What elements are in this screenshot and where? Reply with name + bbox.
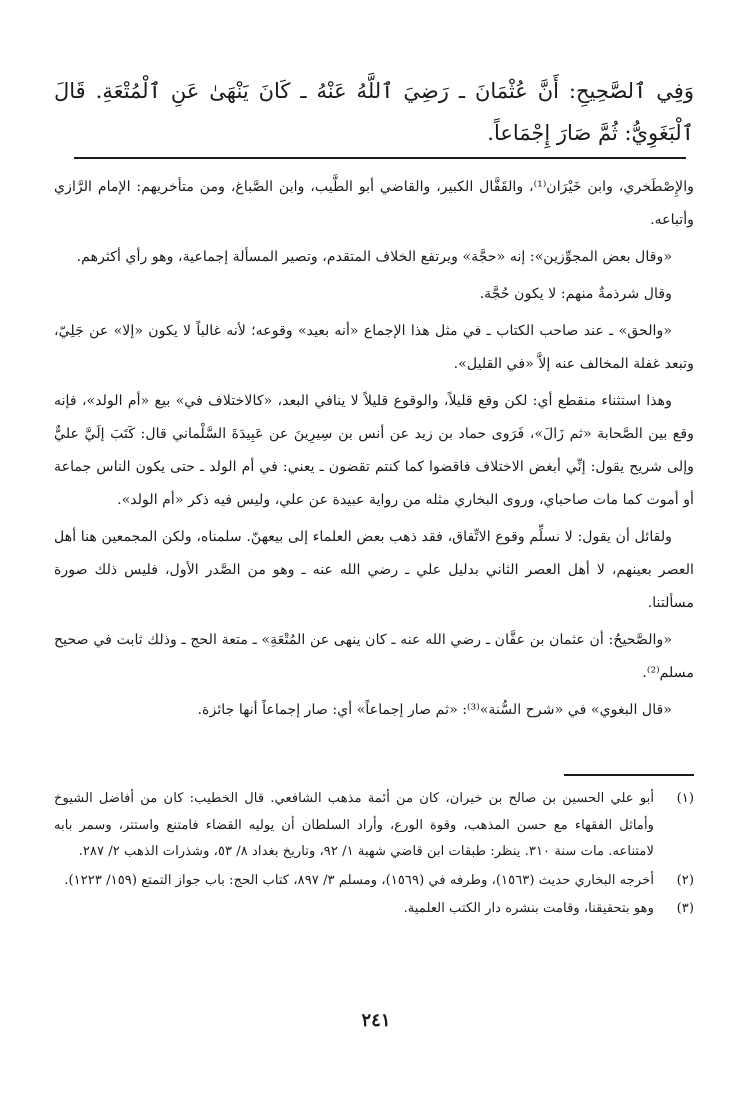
commentary-paragraph: ولقائل أن يقول: لا نسلِّم وقوع الاتِّفاق، فقد ذهب بعض العلماء إلى بيعهنّ. سلمناه، ولكن المجمعين هنا أهل العصر بعينهم، لا أهل العصر الثاني بدليل علي ـ رضي الله عنه ـ وهو من الصَّدر الأول، فليس ذلك صورة مسألتنا. — [54, 529, 694, 611]
footnote-number: (٢) — [676, 872, 694, 888]
commentary-paragraph: والإِصْطَخري، وابن خَيْرَان⁽¹⁾، والقَفَّال الكبير، والقاضي أبو الطَّيب، وابن الصَّباغ، ومن متأخريهم: الإمام الرَّازي وأتباعه. — [54, 179, 694, 228]
commentary-paragraph: وهذا استثناء منقطع أي: لكن وقع قليلاً، والوقوع قليلاً لا ينافي البعد، «كالاختلاف في» بيع «أم الولد»، فإنه وقع بين الصَّحابة «ثم زَالَ»، فَرَوى حماد بن زيد عن أنس بن سِيرِينَ عن عَبِيدَةَ السَّلْماني قال: كَتَبَ إلَيَّ عليٌّ وإلى شريح يقول: إنِّي أبغض الاختلاف فاقضوا كما كنتم تقضون ـ يعني: في أم الولد ـ حتى يكون الناس جماعة أو أموت كما مات صاحباي، وروى البخاري مثله من رواية عبيدة عن علي، وليس فيه ذكر «أم الولد». — [54, 393, 694, 508]
commentary-paragraph: «وقال بعض المجوِّزين»: إنه «حجَّة» ويرتفع الخلاف المتقدم، وتصير المسألة إجماعية، وهو رأي أكثرهم. — [76, 249, 672, 265]
commentary — [54, 171, 694, 727]
footnote-text: وهو بتحقيقنا، وقامت بنشره دار الكتب العلمية. — [403, 901, 654, 916]
commentary-paragraph: «قال البغوي» في «شرح السُّنة»⁽³⁾: «ثم صار إجماعاً» أي: صار إجماعاً أنها جائزة. — [197, 702, 672, 718]
footnote — [54, 786, 694, 866]
commentary-paragraph: «والحق» ـ عند صاحب الكتاب ـ في مثل هذا الإجماع «أنه بعيد» وقوعه؛ لأنه غالباً لا يكون «إلا» عن جَلِيّ، وتبعد غفلة المخالف عنه إلاَّ «في القليل». — [54, 323, 694, 372]
page-number: ٢٤١ — [361, 1010, 391, 1031]
footnote-number: (٣) — [676, 901, 694, 916]
commentary-paragraph: وقال شرذمةٌ منهم: لا يكون حُجَّة. — [479, 286, 672, 302]
footnote — [54, 868, 694, 895]
commentary-paragraph: «والصَّحيحُ: أن عثمان بن عفَّان ـ رضي الله عنه ـ كان ينهى عن المُتْعَةِ» ـ متعة الحج ـ وذلك ثابت في صحيح مسلم⁽²⁾. — [54, 632, 694, 681]
main-divider — [74, 157, 686, 159]
footnote — [54, 896, 694, 923]
main-text: وَفِي ٱلصَّحِيحِ: أَنَّ عُثْمَانَ ـ رَضِيَ ٱللَّهُ عَنْهُ ـ كَانَ يَنْهَىٰ عَنِ ٱلْمُتْعَةِ. قَالَ ٱلْبَغَوِيُّ: ثُمَّ صَارَ إِجْمَاعاً. — [54, 79, 694, 145]
footnote-text: أخرجه البخاري حديث (١٥٦٣)، وطرفه في (١٥٦٩)، ومسلم ٣/ ٨٩٧، كتاب الحج: باب جواز التمتع (١٥٩/ ١٢٢٣). — [64, 872, 654, 888]
footnotes — [54, 786, 694, 925]
footnote-text: أبو علي الحسين بن صالح بن خيران، كان من أئمة مذهب الشافعي. قال الخطيب: كان من أفاضل الشيوخ وأماثل الفقهاء مع حسن المذهب، وقوة الورع، وأراد السلطان أن يوليه القضاء فامتنع واستتر، وسمر بابه لامتناعه. مات سنة ٣١٠. ينظر: طبقات ابن قاضي شهبة ١/ ٩٢، وتاريخ بغداد ٨/ ٥٣، وشذرات الذهب ٢/ ٢٨٧. — [54, 791, 654, 859]
footnote-divider — [564, 774, 694, 776]
footnote-number: (١) — [676, 791, 694, 806]
